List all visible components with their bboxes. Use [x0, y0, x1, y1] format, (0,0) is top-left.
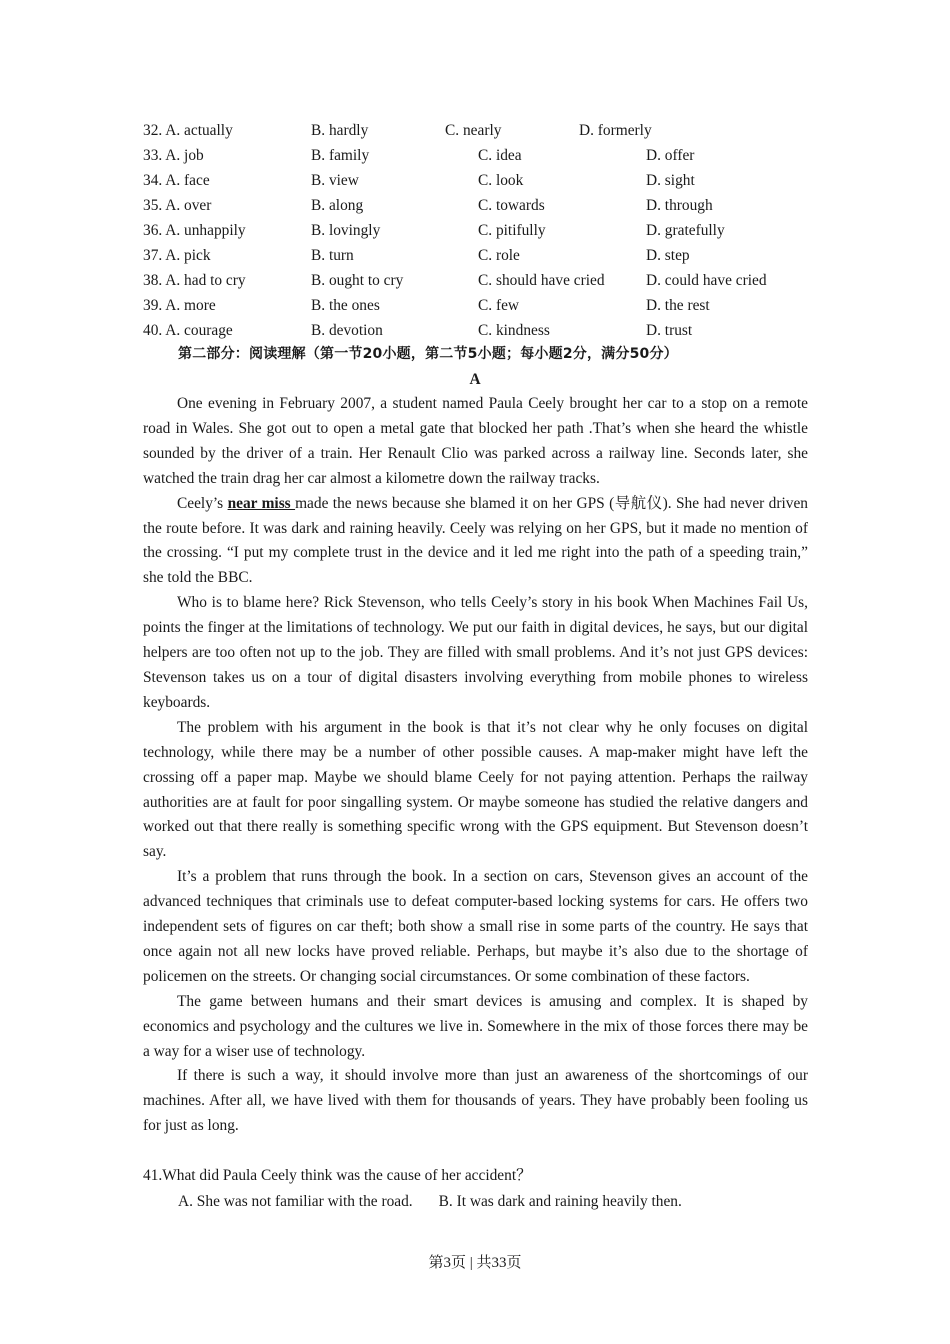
option-a: 32. A. actually: [143, 122, 233, 139]
option-c: C. pitifully: [478, 222, 546, 239]
option-b: B. the ones: [311, 297, 380, 314]
answer-b: B. It was dark and raining heavily then.: [438, 1193, 682, 1210]
option-d: D. through: [646, 197, 713, 214]
option-d: D. trust: [646, 322, 693, 339]
option-c: C. few: [478, 297, 520, 314]
option-row-40: [143, 318, 823, 343]
option-row-35: [143, 193, 823, 218]
passage-title: A: [469, 371, 481, 388]
answer-a: A. She was not familiar with the road.: [178, 1193, 413, 1210]
paragraph-7: If there is such a way, it should involve more than just an awareness of the shortcomings of our machines. After all, we have lived with them for thousands of years. They have probably been fooling us for just as long.: [143, 1067, 808, 1135]
option-b: B. family: [311, 147, 370, 164]
option-row-38: [143, 268, 823, 293]
option-row-32: [143, 118, 823, 143]
option-c: C. role: [478, 247, 520, 264]
paragraph-2-start: Ceely’s: [177, 494, 228, 512]
question-41: 41.What did Paula Ceely think was the cause of her accident？: [143, 1167, 532, 1184]
question-41-answers: [178, 1189, 682, 1214]
option-c: C. towards: [478, 197, 545, 214]
option-d: D. sight: [646, 172, 695, 189]
option-a: 35. A. over: [143, 197, 212, 214]
paragraph-4: The problem with his argument in the book is that it’s not clear why he only focuses on digital technology, while there may be a number of other possible causes. A map-maker might have left the crossing off a paper map. Maybe we should blame Ceely for not paying attention. Perhaps the railway authorities are at fault for poor singalling system. Or maybe someone has studied the relative dangers and worked out that there really is something specific wrong with the GPS equipment. But Stevenson doesn’t say.: [143, 718, 808, 861]
paragraph-6: The game between humans and their smart devices is amusing and complex. It is shaped by economics and psychology and the cultures we live in. Somewhere in the mix of those forces there may be a way for a wiser use of technology.: [143, 992, 808, 1060]
option-row-36: [143, 218, 823, 243]
option-d: D. step: [646, 247, 690, 264]
option-d: D. could have cried: [646, 272, 767, 289]
option-row-39: [143, 293, 823, 318]
option-d: D. offer: [646, 147, 695, 164]
option-b: B. turn: [311, 247, 354, 264]
option-c: C. should have cried: [478, 272, 605, 289]
option-b: B. ought to cry: [311, 272, 404, 289]
paragraph-5: It’s a problem that runs through the book. In a section on cars, Stevenson gives an account of the advanced techniques that criminals use to defeat computer-based locking systems for cars. He offers two independent sets of figures on car theft; both show a small rise in some parts of the country. He says that once again not all new locks have proved reliable. Perhaps, but maybe it’s also due to the shortage of policemen on the streets. Or changing social circumstances. Or some combination of these factors.: [143, 868, 808, 985]
paragraph-2-rest: made the news because she blamed it on her GPS (导航仪). She had never driven the route before. It was dark and raining heavily. Ceely was relying on her GPS, but it made no mention of the crossing. “I put my complete trust in the device and it led me right into the path of a speeding train,” she told the BBC.: [143, 494, 808, 587]
option-b: B. devotion: [311, 322, 383, 339]
paragraph-2: [143, 492, 808, 592]
option-b: B. along: [311, 197, 364, 214]
option-d: D. formerly: [579, 122, 652, 139]
option-a: 38. A. had to cry: [143, 272, 246, 289]
option-a: 36. A. unhappily: [143, 222, 246, 239]
paragraph-1: One evening in February 2007, a student named Paula Ceely brought her car to a stop on a remote road in Wales. She got out to open a metal gate that blocked her path .That’s when she heard the whistle sounded by the driver of a train. Her Renault Clio was parked across a railway line. Seconds later, she watched the train drag her car almost a kilometre down the railway tracks.: [143, 395, 808, 487]
option-b: B. lovingly: [311, 222, 381, 239]
option-a: 37. A. pick: [143, 247, 211, 264]
option-b: B. hardly: [311, 122, 369, 139]
option-a: 39. A. more: [143, 297, 216, 314]
option-a: 40. A. courage: [143, 322, 233, 339]
option-c: C. idea: [478, 147, 522, 164]
option-a: 33. A. job: [143, 147, 204, 164]
option-c: C. kindness: [478, 322, 550, 339]
underlined-phrase-near-miss: near miss: [227, 494, 296, 512]
option-row-34: [143, 168, 823, 193]
page-footer: 第3页 | 共33页: [428, 1255, 522, 1271]
option-d: D. gratefully: [646, 222, 725, 239]
option-row-33: [143, 143, 823, 168]
option-c: C. look: [478, 172, 524, 189]
option-d: D. the rest: [646, 297, 710, 314]
reading-passage: [143, 392, 808, 1139]
section-heading: 第二部分：阅读理解（第一节20小题，第二节5小题；每小题2分，满分50分）: [178, 346, 678, 362]
option-a: 34. A. face: [143, 172, 210, 189]
option-b: B. view: [311, 172, 359, 189]
option-row-37: [143, 243, 823, 268]
option-c: C. nearly: [445, 122, 502, 139]
paragraph-3: Who is to blame here? Rick Stevenson, who tells Ceely’s story in his book When Machines Fail Us, points the finger at the limitations of technology. We put our faith in digital devices, he says, but our digital helpers are too often not up to the job. They are filled with small problems. And it’s not just GPS devices: Stevenson takes us on a tour of digital disasters involving everything from mobile phones to wireless keyboards.: [143, 594, 808, 711]
